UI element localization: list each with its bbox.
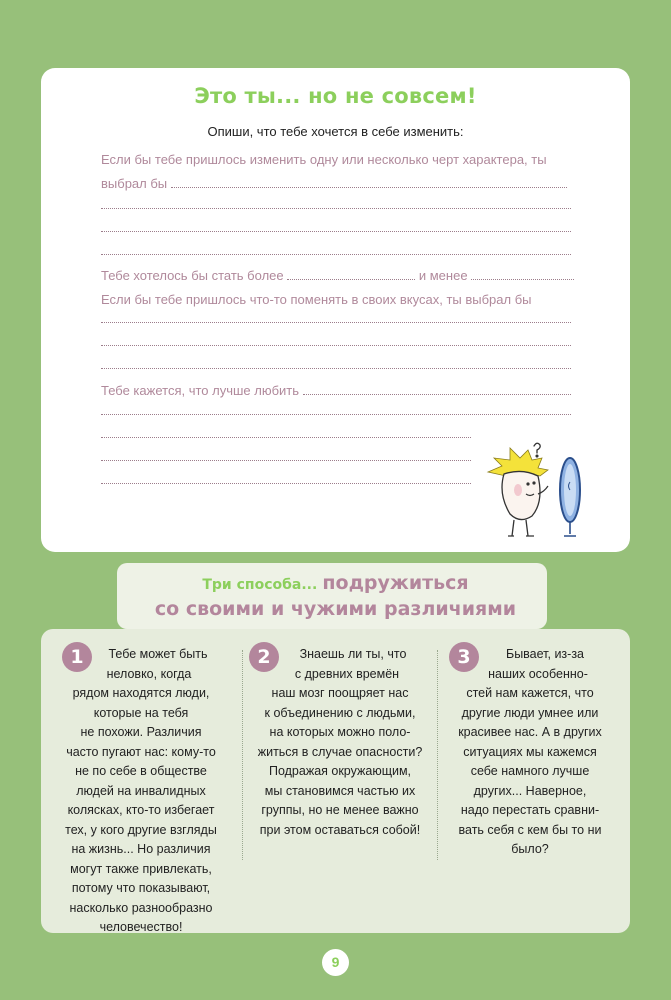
- answer-field[interactable]: [287, 269, 415, 280]
- tip-text: Знаешь ли ты, что с древних времён наш мозг поощряет нас к объединению с людьми, на которых можно поло- житься в случае опасности? Подражая окружающим, мы становимся частью их группы, но не менее важно при этом оставаться собой!: [257, 647, 423, 837]
- tip-number-badge: 1: [62, 642, 92, 672]
- prompt-line-2: выбрал бы: [101, 176, 567, 192]
- answer-line[interactable]: [101, 230, 571, 232]
- prompt-line-3: Тебе хотелось бы стать более и менее: [101, 268, 574, 284]
- answer-line[interactable]: [101, 367, 571, 369]
- tip-text: Бывает, из-за наших особенно- стей нам кажется, что другие люди умнее или красивее нас. А в других ситуациях мы кажемся себе намного лучше других... Наверное, надо перестать сравни- вать себя с кем бы то ни было?: [458, 647, 602, 856]
- banner-heading-line2: со своими и чужими различиями: [154, 598, 517, 620]
- column-divider: [437, 650, 438, 860]
- answer-line[interactable]: [101, 459, 471, 461]
- worksheet-subtitle: Опиши, что тебе хочется в себе изменить:: [207, 124, 464, 139]
- prompt-line-1: Если бы тебе пришлось изменить одну или несколько черт характера, ты: [101, 152, 547, 167]
- banner-heading: Три способа... подружиться: [202, 572, 469, 594]
- answer-line[interactable]: [101, 207, 571, 209]
- worksheet-title: Это ты... но не совсем!: [194, 84, 477, 108]
- prompt-line-4: Если бы тебе пришлось что-то поменять в своих вкусах, ты выбрал бы: [101, 292, 532, 307]
- column-divider: [242, 650, 243, 860]
- tip-text: Тебе может быть неловко, когда рядом находятся люди, которые на тебя не похожи. Различия часто пугают нас: кому-то не по себе в обществе людей на инвалидных колясках, кто-то избегает тех, у кого другие взгляды на жизнь... Но различия могут также привлекать, потому что показывают, насколько разнообразно человечество!: [65, 647, 217, 934]
- prompt-line-5: Тебе кажется, что лучше любить: [101, 383, 571, 399]
- tip-number-badge: 3: [449, 642, 479, 672]
- answer-line[interactable]: [101, 253, 571, 255]
- cartoon-character-mirror-illustration: [480, 438, 590, 548]
- answer-line[interactable]: [101, 413, 571, 415]
- tip-number-badge: 2: [249, 642, 279, 672]
- answer-field[interactable]: [171, 177, 567, 188]
- answer-line[interactable]: [101, 344, 571, 346]
- answer-line[interactable]: [101, 482, 471, 484]
- answer-line[interactable]: [101, 436, 471, 438]
- answer-line[interactable]: [101, 321, 571, 323]
- page-number: 9: [322, 949, 349, 976]
- answer-field[interactable]: [303, 384, 571, 395]
- answer-field[interactable]: [471, 269, 574, 280]
